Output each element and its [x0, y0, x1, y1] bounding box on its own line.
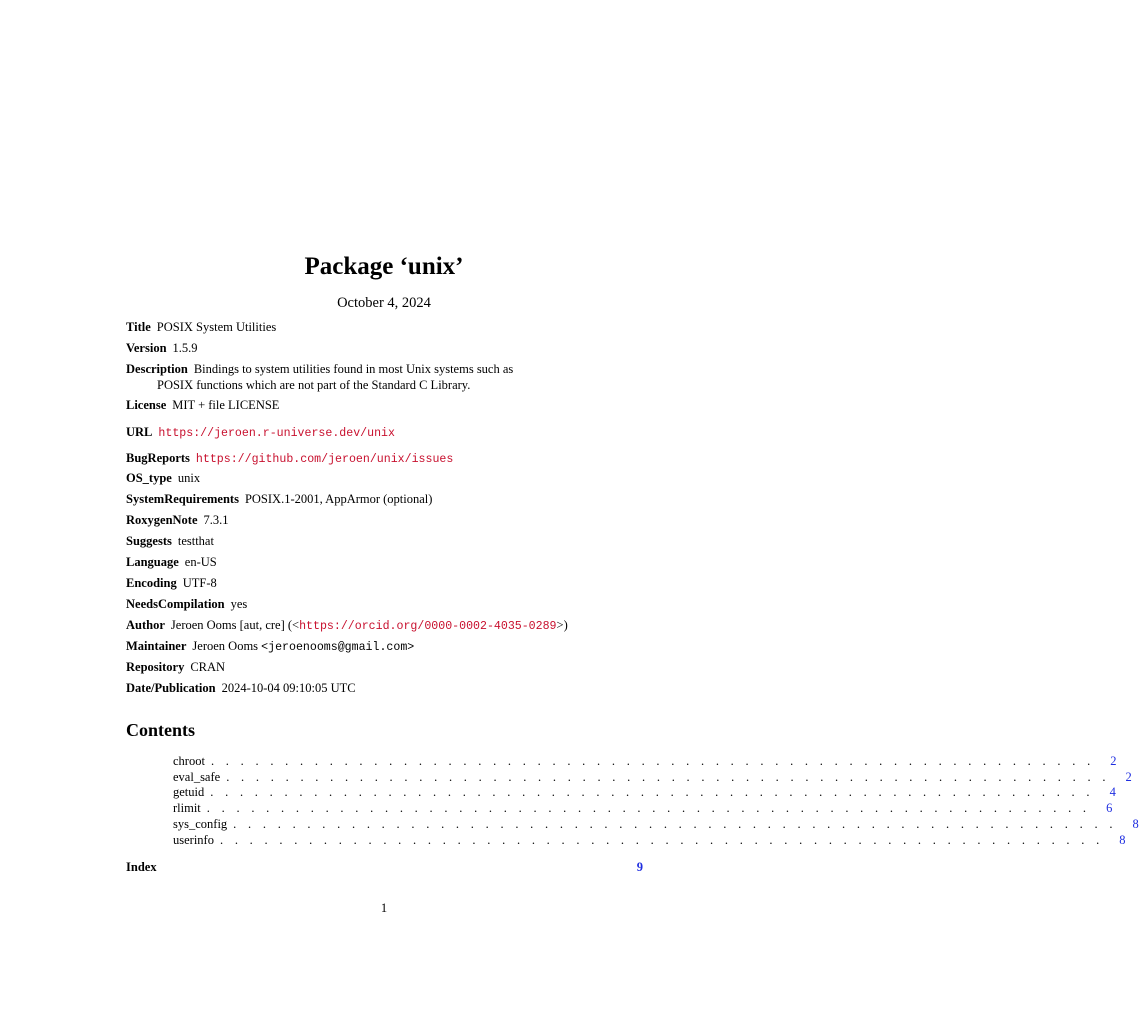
- field-value: 1.5.9: [172, 341, 198, 355]
- field-key: BugReports: [126, 451, 190, 465]
- toc-page-link[interactable]: 4: [1109, 785, 1116, 799]
- field-author: [126, 617, 646, 635]
- toc-page-link[interactable]: 6: [1106, 801, 1113, 815]
- field-value: UTF-8: [182, 576, 217, 590]
- field-key: Date/Publication: [126, 681, 216, 695]
- toc-index-entry[interactable]: [126, 859, 643, 875]
- field-key: Title: [126, 320, 151, 334]
- field-value-continuation: POSIX functions which are not part of the Standard C Library.: [157, 378, 471, 392]
- field-value: Bindings to system utilities found in most Unix systems such as: [193, 362, 514, 376]
- field-value: Jeroen Ooms: [192, 639, 259, 653]
- field-key: Suggests: [126, 534, 172, 548]
- toc-leader: . . . . . . . . . . . . . . . . . . . . . . . . . . . . . . . . . . . . . . . . . . . . . . . . . . . . . . . . . . . .: [206, 801, 1091, 815]
- field-version: [126, 340, 646, 356]
- field-key: OS_type: [126, 471, 172, 485]
- toc-entry-name: getuid: [173, 785, 205, 799]
- toc-page-link[interactable]: 2: [1125, 770, 1132, 784]
- field-encoding: [126, 575, 646, 591]
- field-repository: [126, 659, 646, 675]
- field-value: 2024-10-04 09:10:05 UTC: [221, 681, 356, 695]
- field-bugreports: [126, 450, 646, 468]
- toc-leader: . . . . . . . . . . . . . . . . . . . . . . . . . . . . . . . . . . . . . . . . . . . . . . . . . . . . . . . . . . . .: [233, 817, 1117, 831]
- page-number: 1: [380, 901, 388, 915]
- toc-entry[interactable]: [173, 816, 1139, 832]
- page-title: Package ‘unix’: [304, 253, 464, 280]
- toc-entry-name: eval_safe: [173, 770, 221, 784]
- bugreports-link[interactable]: https://github.com/jeroen/unix/issues: [195, 453, 454, 466]
- field-value: POSIX.1-2001, AppArmor (optional): [244, 492, 433, 506]
- field-key: Author: [126, 618, 165, 632]
- field-value: yes: [230, 597, 248, 611]
- toc-page-link[interactable]: 2: [1110, 754, 1117, 768]
- toc-leader: . . . . . . . . . . . . . . . . . . . . . . . . . . . . . . . . . . . . . . . . . . . . . . . . . . . . . . . . . . . .: [219, 833, 1104, 847]
- index-page-link[interactable]: 9: [636, 860, 643, 874]
- field-suggests: [126, 533, 646, 549]
- field-key: SystemRequirements: [126, 492, 239, 506]
- toc-entry-name: userinfo: [173, 833, 214, 847]
- toc-entry[interactable]: [173, 769, 1132, 785]
- field-key: Version: [126, 341, 167, 355]
- maintainer-email: <jeroenooms@gmail.com>: [261, 641, 415, 654]
- toc-leader: . . . . . . . . . . . . . . . . . . . . . . . . . . . . . . . . . . . . . . . . . . . . . . . . . . . . . . . . . . . .: [226, 770, 1110, 784]
- field-value: unix: [177, 471, 201, 485]
- toc-entry[interactable]: [173, 800, 1113, 816]
- field-needscompilation: [126, 596, 646, 612]
- field-url: [126, 424, 646, 442]
- toc-entry-name: chroot: [173, 754, 205, 768]
- field-value: POSIX System Utilities: [156, 320, 277, 334]
- field-key: URL: [126, 425, 153, 439]
- url-link[interactable]: https://jeroen.r-universe.dev/unix: [158, 427, 395, 440]
- field-description: [126, 361, 646, 393]
- field-value: MIT + file LICENSE: [172, 398, 280, 412]
- field-title: [126, 319, 646, 335]
- toc-leader: . . . . . . . . . . . . . . . . . . . . . . . . . . . . . . . . . . . . . . . . . . . . . . . . . . . . . . . . . . . .: [210, 785, 1094, 799]
- field-os-type: [126, 470, 646, 486]
- field-value: en-US: [184, 555, 217, 569]
- toc-page-link[interactable]: 8: [1132, 817, 1139, 831]
- field-key: Repository: [126, 660, 185, 674]
- orcid-link[interactable]: https://orcid.org/0000-0002-4035-0289: [299, 620, 557, 633]
- toc-page-link[interactable]: 8: [1119, 833, 1126, 847]
- field-license: [126, 397, 646, 413]
- field-key: Description: [126, 362, 188, 376]
- field-key: Language: [126, 555, 179, 569]
- field-maintainer: [126, 638, 646, 656]
- field-value: CRAN: [190, 660, 226, 674]
- field-key: Encoding: [126, 576, 177, 590]
- field-key: Maintainer: [126, 639, 187, 653]
- field-value: Jeroen Ooms [aut, cre] (<: [170, 618, 300, 632]
- publication-date: October 4, 2024: [337, 295, 431, 311]
- field-value-suffix: >): [556, 618, 568, 632]
- toc-entry-name: sys_config: [173, 817, 228, 831]
- field-key: NeedsCompilation: [126, 597, 225, 611]
- field-value: 7.3.1: [203, 513, 229, 527]
- toc-leader: . . . . . . . . . . . . . . . . . . . . . . . . . . . . . . . . . . . . . . . . . . . . . . . . . . . . . . . . . . . .: [210, 754, 1095, 768]
- index-label: Index: [126, 860, 157, 874]
- toc-entry[interactable]: [173, 753, 1117, 769]
- field-datepublication: [126, 680, 646, 696]
- field-roxygennote: [126, 512, 646, 528]
- field-value: testthat: [177, 534, 214, 548]
- field-systemrequirements: [126, 491, 646, 507]
- toc-entry[interactable]: [173, 784, 1116, 800]
- field-language: [126, 554, 646, 570]
- toc-entry[interactable]: [173, 832, 1126, 848]
- field-key: License: [126, 398, 167, 412]
- field-key: RoxygenNote: [126, 513, 198, 527]
- contents-heading: Contents: [126, 720, 196, 740]
- toc-entry-name: rlimit: [173, 801, 201, 815]
